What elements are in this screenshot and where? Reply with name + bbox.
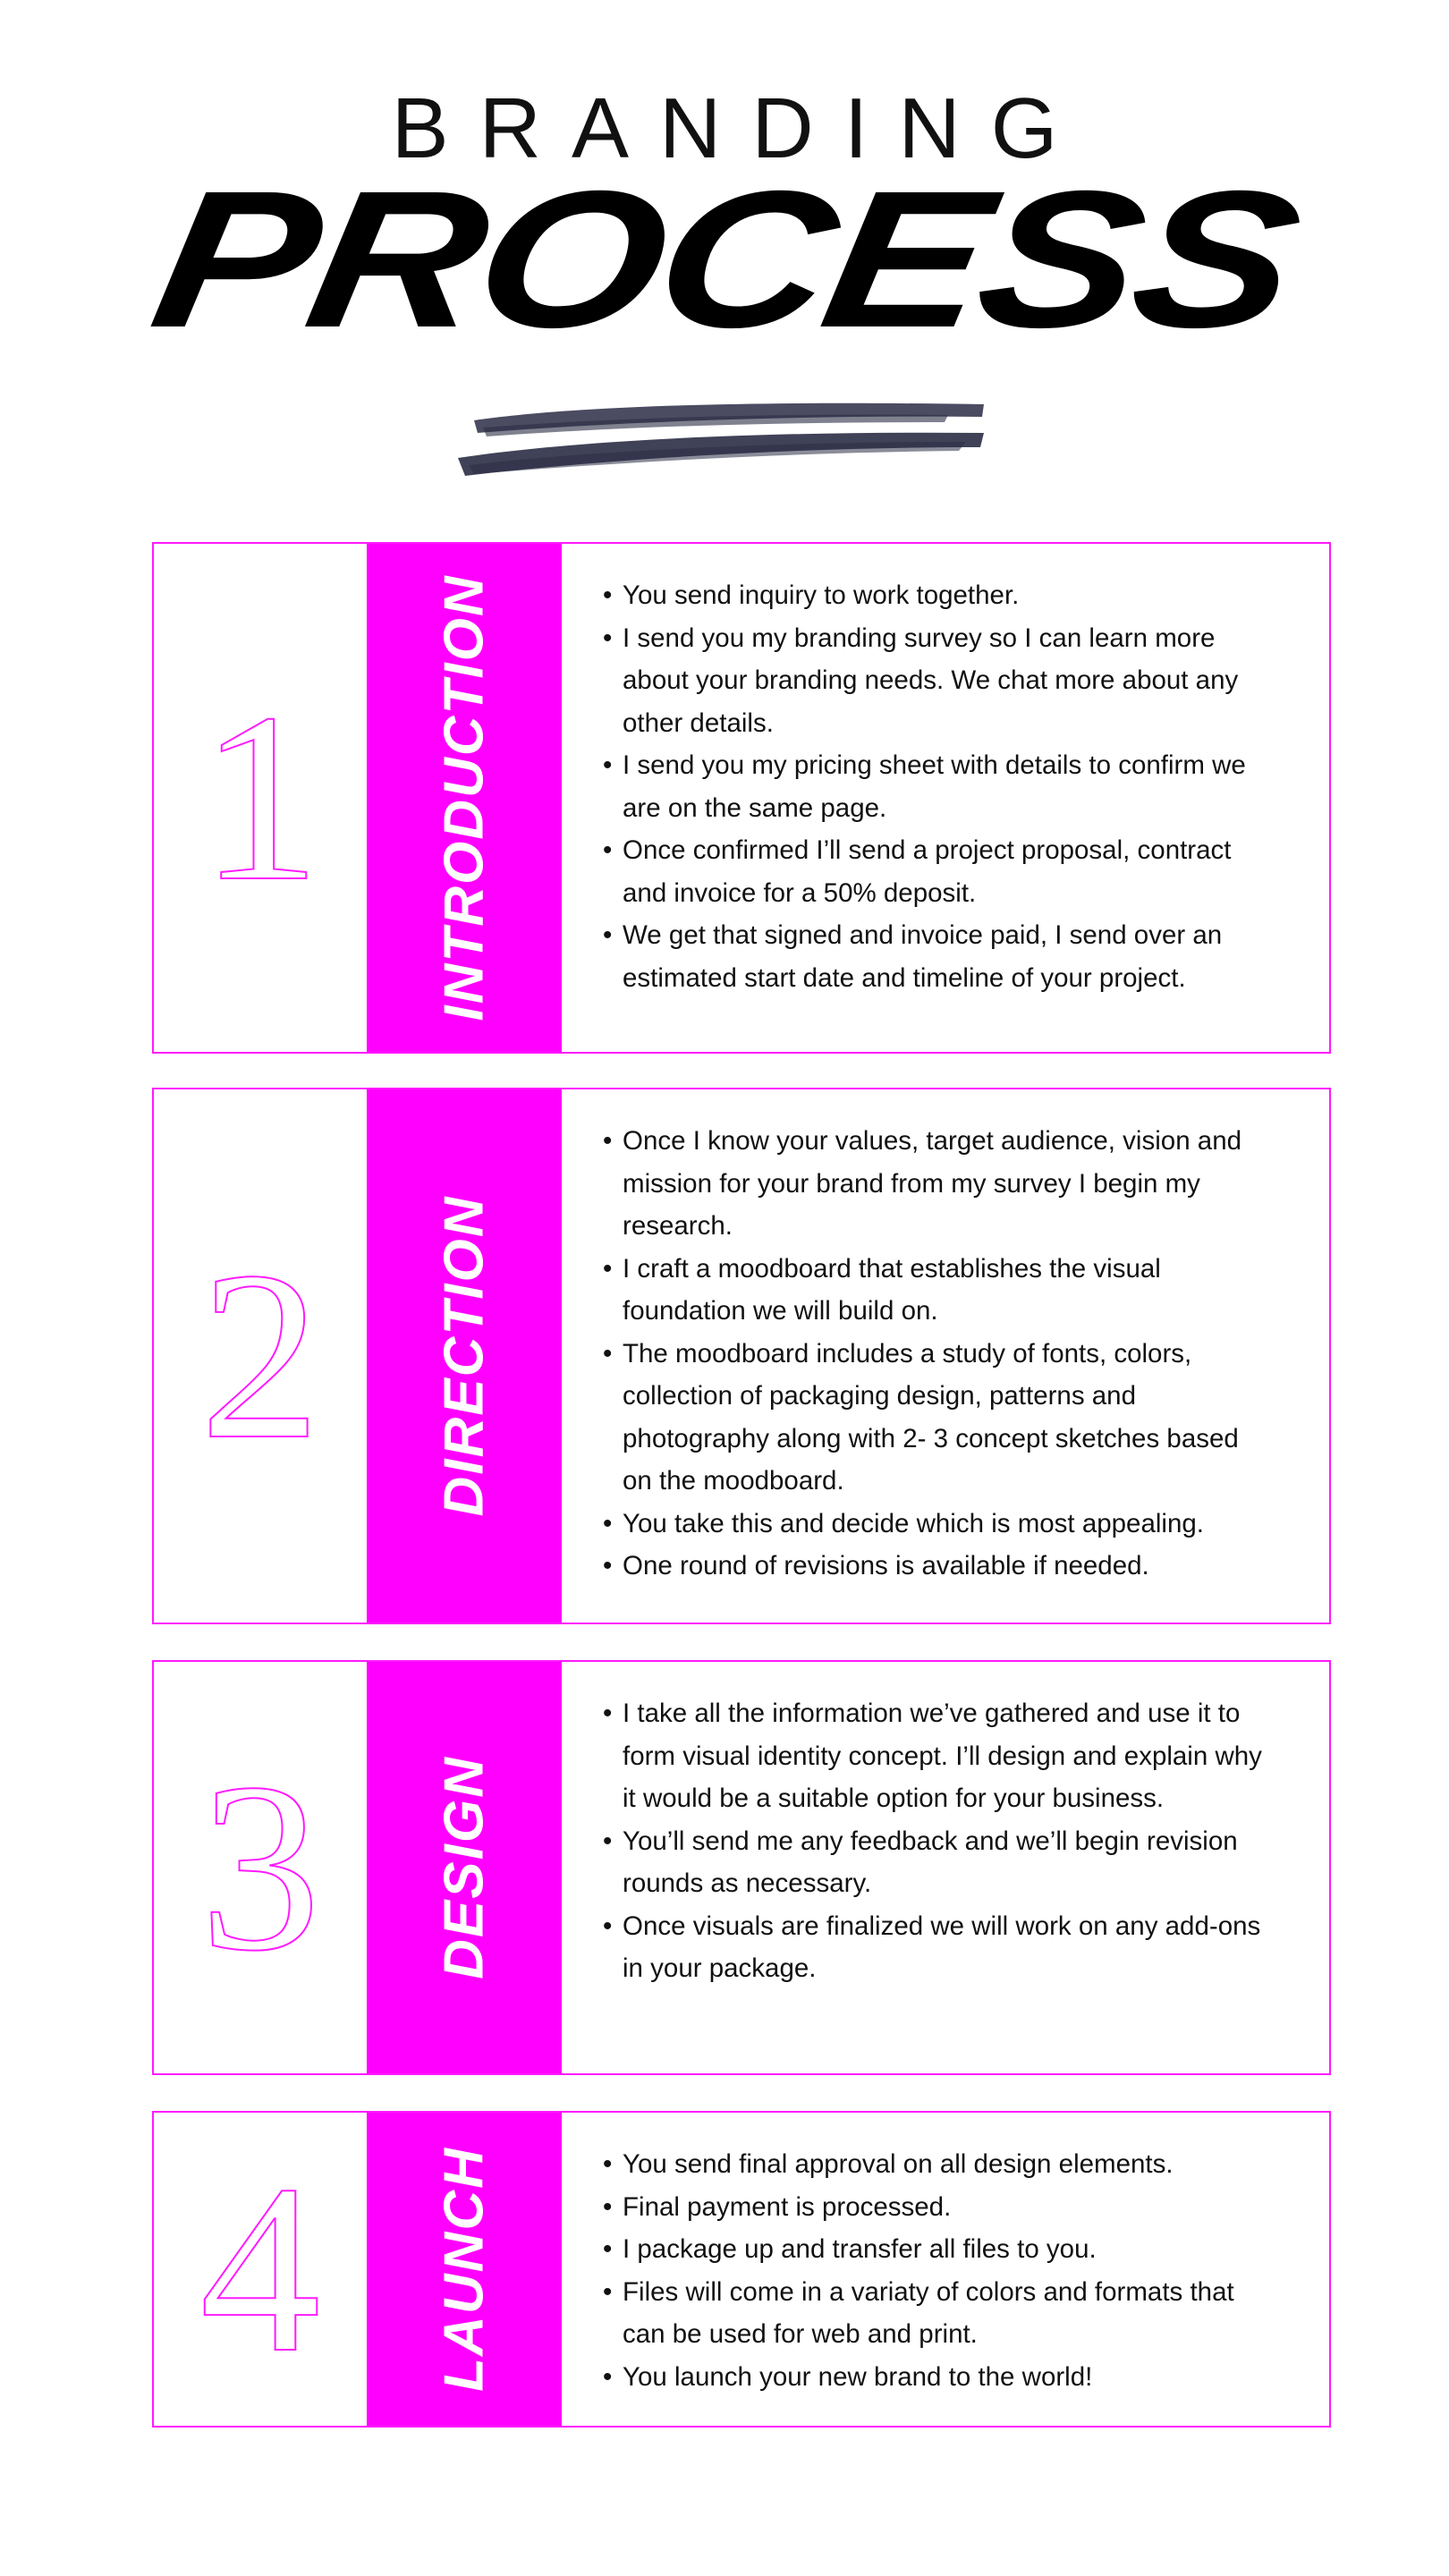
header-kicker: BRANDING xyxy=(391,80,1089,176)
step-card-1 xyxy=(152,542,1331,1054)
step-list-4 xyxy=(603,2143,1265,2398)
brush-stroke-icon xyxy=(447,394,1002,483)
step-band-1 xyxy=(367,544,562,1052)
list-item: • You’ll send me any feedback and we’ll begin revision rounds as necessary. xyxy=(603,1820,1265,1905)
list-item: • Once I know your values, target audience, vision and mission for your brand from my survey I begin my research. xyxy=(603,1120,1265,1248)
step-band-3 xyxy=(367,1662,562,2073)
step-number-4 xyxy=(154,2113,367,2426)
step-number-text: 4 xyxy=(199,2135,321,2402)
list-item: • I send you my pricing sheet with details to confirm we are on the same page. xyxy=(603,744,1265,829)
step-list-1 xyxy=(603,574,1265,999)
list-item: • I craft a moodboard that establishes the visual foundation we will build on. xyxy=(603,1248,1265,1333)
list-item: • I take all the information we’ve gathered and use it to form visual identity concept. I’ll design and explain why it would be a suitable option for your business. xyxy=(603,1692,1265,1820)
list-item: • You send final approval on all design elements. xyxy=(603,2143,1265,2186)
list-item: • The moodboard includes a study of fonts, colors, collection of packaging design, patterns and photography along with 2- 3 concept sketches based on the moodboard. xyxy=(603,1333,1265,1503)
step-band-2 xyxy=(367,1089,562,1623)
step-number-3 xyxy=(154,1662,367,2073)
step-label: DESIGN xyxy=(433,1756,496,1979)
step-card-4 xyxy=(152,2111,1331,2428)
list-item: • You launch your new brand to the world! xyxy=(603,2356,1265,2399)
list-item: • Final payment is processed. xyxy=(603,2186,1265,2229)
step-label: LAUNCH xyxy=(433,2147,496,2392)
step-label: DIRECTION xyxy=(433,1195,496,1517)
step-number-text: 2 xyxy=(199,1222,321,1489)
step-list-3 xyxy=(603,1692,1265,1990)
list-item: • I send you my branding survey so I can learn more about your branding needs. We chat more about any other details. xyxy=(603,617,1265,745)
step-number-1 xyxy=(154,544,367,1052)
list-item: • You take this and decide which is most appealing. xyxy=(603,1503,1265,1546)
step-number-2 xyxy=(154,1089,367,1623)
list-item: • Once visuals are finalized we will work on any add-ons in your package. xyxy=(603,1905,1265,1990)
header xyxy=(0,0,1449,501)
step-label: INTRODUCTION xyxy=(433,574,496,1021)
list-item: • We get that signed and invoice paid, I send over an estimated start date and timeline of your project. xyxy=(603,914,1265,999)
list-item: • Files will come in a variaty of colors and formats that can be used for web and print. xyxy=(603,2271,1265,2356)
list-item: • Once confirmed I’ll send a project proposal, contract and invoice for a 50% deposit. xyxy=(603,829,1265,914)
list-item: • I package up and transfer all files to you. xyxy=(603,2228,1265,2271)
step-card-3 xyxy=(152,1660,1331,2075)
step-list-2 xyxy=(603,1120,1265,1588)
page-title: PROCESS xyxy=(139,151,1310,369)
list-item: • One round of revisions is available if needed. xyxy=(603,1545,1265,1588)
step-number-text: 1 xyxy=(199,664,321,931)
list-item: • You send inquiry to work together. xyxy=(603,574,1265,617)
step-number-text: 3 xyxy=(199,1733,321,2001)
step-band-4 xyxy=(367,2113,562,2426)
step-card-2 xyxy=(152,1088,1331,1624)
